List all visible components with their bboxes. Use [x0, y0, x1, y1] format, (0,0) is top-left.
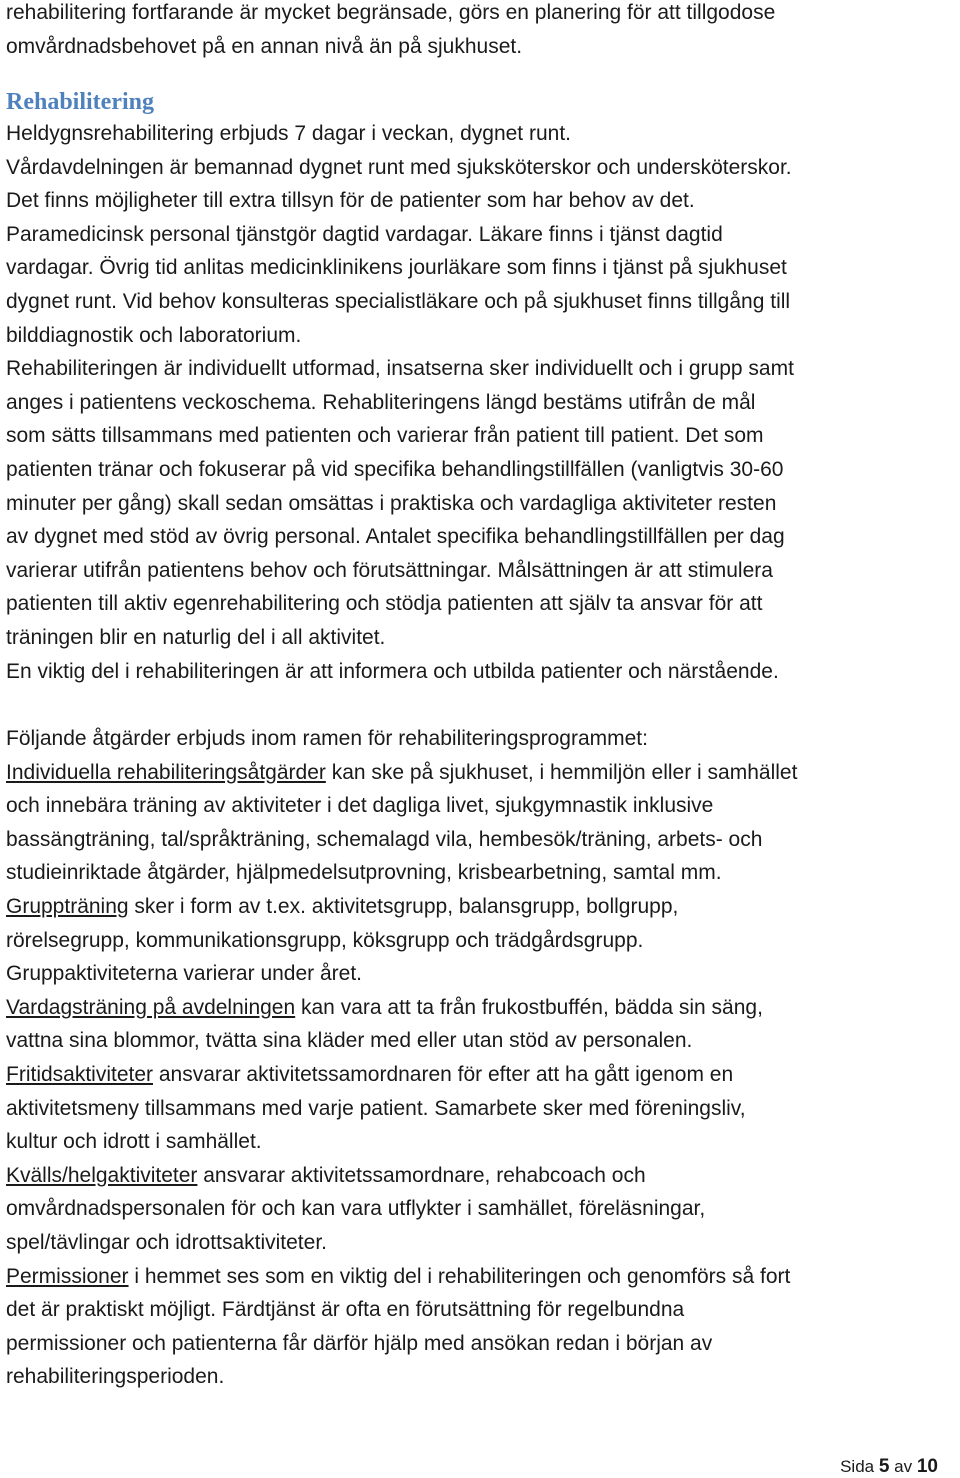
rehabilitation-paragraph: [6, 117, 960, 688]
text-line: [6, 1092, 960, 1126]
text-line: patienten tränar och fokuserar på vid specifika behandlingstillfällen (vanligtvis 30-60: [6, 457, 784, 481]
underlined-term: Vardagsträning på avdelningen: [6, 995, 296, 1019]
text-line: [6, 856, 960, 890]
line-text: studieinriktade åtgärder, hjälpmedelsutprovning, krisbearbetning, samtal mm.: [6, 861, 722, 885]
text-line: [6, 823, 960, 857]
text-line: [6, 924, 960, 958]
text-line: som sätts tillsammans med patienten och varierar från patient till patient. Det som: [6, 424, 764, 448]
page-total: 10: [916, 1456, 938, 1477]
page-footer: [840, 1456, 938, 1478]
text-line: [6, 1226, 960, 1260]
text-line: Heldygnsrehabilitering erbjuds 7 dagar i veckan, dygnet runt.: [6, 122, 572, 145]
text-line: [6, 991, 960, 1025]
underlined-term: Individuella rehabiliteringsåtgärder: [6, 760, 326, 784]
text-line: [6, 1327, 960, 1361]
text-line: [6, 722, 960, 756]
line-text: ansvarar aktivitetssamordnaren för efter att ha gått igenom en: [153, 1062, 734, 1086]
line-text: vattna sina blommor, tvätta sina kläder med eller utan stöd av personalen.: [6, 1029, 693, 1053]
text-line: [6, 1058, 960, 1092]
text-line: [6, 957, 960, 991]
text-line: av dygnet med stöd av övrig personal. Antalet specifika behandlingstillfällen per dag: [6, 525, 785, 549]
underlined-term: Permissioner: [6, 1264, 129, 1288]
line-text: kultur och idrott i samhället.: [6, 1130, 262, 1154]
underlined-term: Kvälls/helgaktiviteter: [6, 1163, 198, 1187]
line-text: omvårdnadspersonalen för och kan vara utflykter i samhället, föreläsningar,: [6, 1197, 706, 1221]
text-line: [6, 890, 960, 924]
text-line: Vårdavdelningen är bemannad dygnet runt med sjuksköterskor och undersköterskor.: [6, 155, 792, 179]
text-line: dygnet runt. Vid behov konsulteras specialistläkare och på sjukhuset finns tillgång till: [6, 289, 791, 313]
line-text: kan ske på sjukhuset, i hemmiljön eller i samhället: [325, 760, 798, 784]
text-line: [6, 789, 960, 823]
text-line: omvårdnadsbehovet på en annan nivå än på sjukhuset.: [6, 34, 523, 58]
text-line: träningen blir en naturlig del i all aktivitet.: [6, 625, 386, 649]
text-line: rehabilitering fortfarande är mycket begränsade, görs en planering för att tillgodose: [6, 1, 776, 24]
text-line: Rehabiliteringen är individuellt utformad, insatserna sker individuellt och i grupp samt: [6, 357, 794, 381]
line-text: sker i form av t.ex. aktivitetsgrupp, balansgrupp, bollgrupp,: [128, 894, 679, 918]
text-line: Det finns möjligheter till extra tillsyn för de patienter som har behov av det.: [6, 189, 695, 213]
line-text: rörelsegrupp, kommunikationsgrupp, köksgrupp och trädgårdsgrupp.: [6, 928, 644, 952]
text-line: bilddiagnostik och laboratorium.: [6, 323, 302, 347]
page-number: 5: [878, 1456, 890, 1477]
measures-list: [6, 722, 960, 1394]
text-line: En viktig del i rehabiliteringen är att informera och utbilda patienter och närstående.: [6, 659, 779, 683]
text-line: [6, 1260, 960, 1294]
line-text: i hemmet ses som en viktig del i rehabiliteringen och genomförs så fort: [128, 1264, 791, 1288]
text-line: [6, 1159, 960, 1193]
text-line: Paramedicinsk personal tjänstgör dagtid vardagar. Läkare finns i tjänst dagtid: [6, 222, 723, 246]
line-text: ansvarar aktivitetssamordnare, rehabcoach och: [197, 1163, 646, 1187]
intro-paragraph: [6, 0, 960, 63]
text-line: [6, 1293, 960, 1327]
line-text: permissioner och patienterna får därför hjälp med ansökan redan i början av: [6, 1331, 713, 1355]
line-text: kan vara att ta från frukostbuffén, bädda sin säng,: [295, 995, 763, 1019]
line-text: Följande åtgärder erbjuds inom ramen för rehabiliteringsprogrammet:: [6, 727, 648, 750]
text-line: minuter per gång) skall sedan omsättas i praktiska och vardagliga aktiviteter resten: [6, 491, 777, 515]
line-text: bassängträning, tal/språkträning, schemalagd vila, hembesök/träning, arbets- och: [6, 827, 763, 851]
line-text: Gruppaktiviteterna varierar under året.: [6, 962, 363, 986]
text-line: varierar utifrån patientens behov och förutsättningar. Målsättningen är att stimulera: [6, 558, 773, 582]
page-label: Sida: [840, 1457, 875, 1476]
section-heading: Rehabilitering: [6, 89, 154, 115]
line-text: och innebära träning av aktiviteter i det dagliga livet, sjukgymnastik inklusive: [6, 794, 714, 818]
line-text: rehabiliteringsperioden.: [6, 1365, 225, 1389]
page-separator: av: [894, 1457, 913, 1476]
underlined-term: Fritidsaktiviteter: [6, 1062, 154, 1086]
text-line: patienten till aktiv egenrehabilitering och stödja patienten att själv ta ansvar för att: [6, 592, 763, 616]
text-line: [6, 1125, 960, 1159]
line-text: aktivitetsmeny tillsammans med varje patient. Samarbete sker med föreningsliv,: [6, 1096, 746, 1120]
line-text: spel/tävlingar och idrottsaktiviteter.: [6, 1230, 327, 1254]
text-line: [6, 1360, 960, 1394]
text-line: [6, 756, 960, 790]
text-line: [6, 1192, 960, 1226]
text-line: [6, 1024, 960, 1058]
line-text: det är praktiskt möjligt. Färdtjänst är ofta en förutsättning för regelbundna: [6, 1298, 685, 1322]
text-line: anges i patientens veckoschema. Rehabliteringens längd bestäms utifrån de mål: [6, 390, 756, 414]
underlined-term: Gruppträning: [6, 894, 129, 918]
text-line: vardagar. Övrig tid anlitas medicinklinikens jourläkare som finns i tjänst på sjukhuset: [6, 256, 787, 280]
